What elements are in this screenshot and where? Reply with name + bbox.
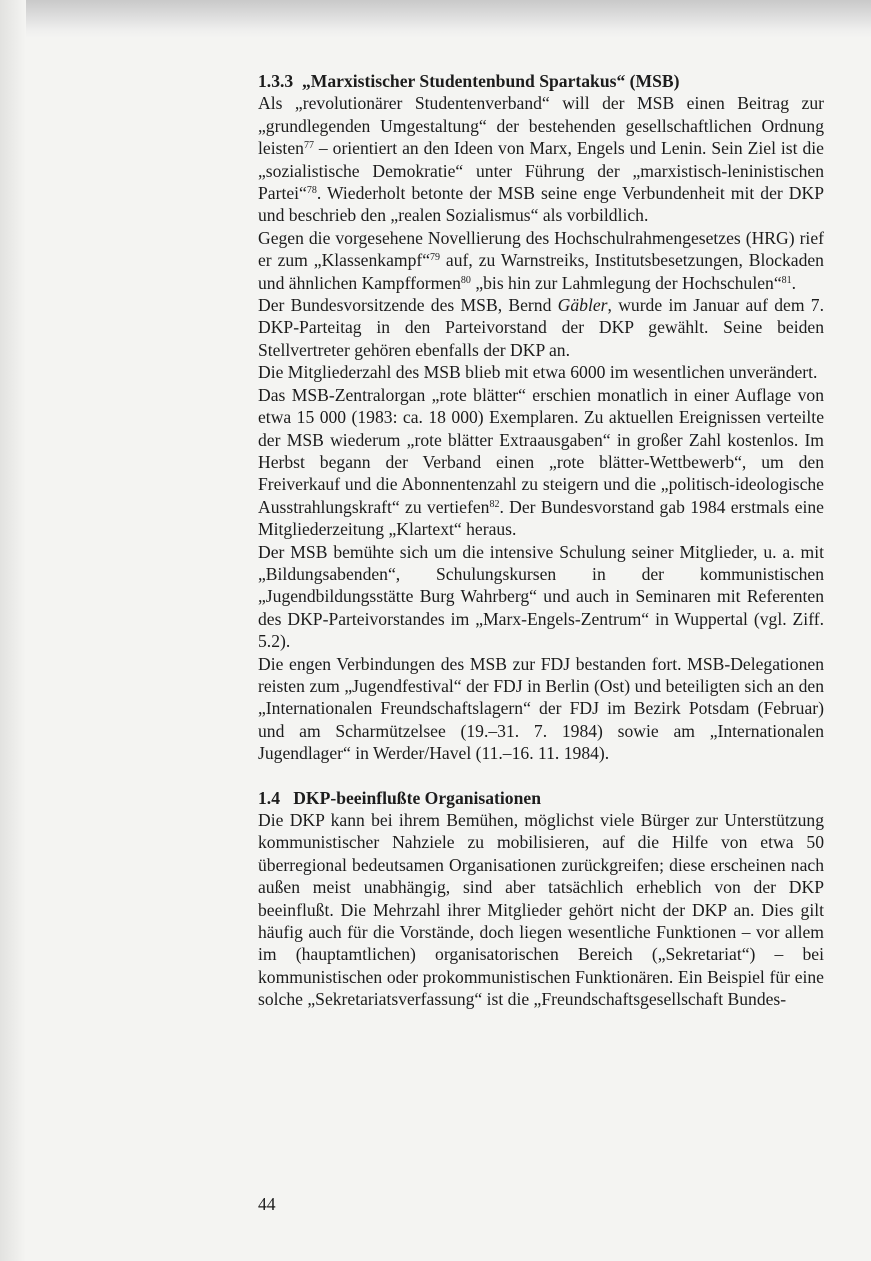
section-title: DKP-beeinflußte Organisationen <box>293 787 541 808</box>
footnote-ref: 77 <box>303 140 314 152</box>
paragraph: Die DKP kann bei ihrem Bemühen, möglichst viele Bürger zur Unterstützung kommunistischer Nahziele zu mobilisieren, auf die Hilfe von etwa 50 überregional bedeutsamen Organisationen zurückgreifen; diese erscheinen nach außen meist unabhängig, sind aber tatsächlich erheblich von der DKP beeinflußt. Die Mehrzahl ihrer Mitglieder gehört nicht der DKP an. Dies gilt häufig auch für die Vorstände, doch liegen wesentliche Funktionen – vor allem im (hauptamtlichen) organisatorischen Bereich („Sekretariat“) – bei kommunistischen oder prokommunistischen Funktionären. Ein Beispiel für eine solche „Sekretariatsverfassung“ ist die „Freundschaftsgesellschaft Bundes- <box>258 810 824 1010</box>
person-name: Gäbler <box>557 295 608 316</box>
paragraph: Die engen Verbindungen des MSB zur FDJ bestanden fort. MSB-Delegationen reisten zum „Jugendfestival“ der FDJ in Berlin (Ost) und beteiligten sich an den „Internationalen Freundschaftslagern“ der FDJ im Bezirk Potsdam (Februar) und am Scharmützelsee (19.–31. 7. 1984) sowie am „Internationalen Jugendlager“ in Werder/Havel (11.–16. 11. 1984). <box>258 653 824 764</box>
document-page <box>258 70 824 1011</box>
page-number: 44 <box>258 1194 276 1214</box>
footnote-ref: 80 <box>460 274 471 286</box>
footnote-ref: 79 <box>430 252 441 264</box>
section-heading-dkp <box>258 787 824 809</box>
paragraph: Gegen die vorgesehene Novellierung des Hochschulrahmengesetzes (HRG) rief er zum „Klassenkampf“$^{79}$ auf, zu Warnstreiks, Institutsbesetzungen, Blockaden und ähnlichen Kampfformen$^{80}$ „bis hin zur Lahmlegung der Hochschulen“$^{81}$. <box>258 227 824 293</box>
section-heading-msb <box>258 70 824 92</box>
scan-top-shadow <box>0 0 871 38</box>
paragraph: Das MSB-Zentralorgan „rote blätter“ erschien monatlich in einer Auflage von etwa 15 000 (1983: ca. 18 000) Exemplaren. Zu aktuellen Ereignissen verteilte der MSB wiederum „rote blätter Extraausgaben“ in großer Zahl kostenlos. Im Herbst begann der Verband einen „rote blätter-Wettbewerb“, um den Freiverkauf und die Abonnentenzahl zu steigern und die „politisch-ideologische Ausstrahlungskraft“ zu vertiefen$^{82}$. Der Bundesvorstand gab 1984 erstmals eine Mitgliederzeitung „Klartext“ heraus. <box>258 384 824 540</box>
section-number: 1.3.3 <box>258 71 294 91</box>
section-title: „Marxistischer Studentenbund Spartakus“ (MSB) <box>301 71 680 91</box>
paragraph: Als „revolutionärer Studentenverband“ will der MSB einen Beitrag zur „grundlegenden Umgestaltung“ der bestehenden gesellschaftlichen Ordnung leisten$^{77}$ – orientiert an den Ideen von Marx, Engels und Lenin. Sein Ziel ist die „sozialistische Demokratie“ unter Führung der „marxistisch-leninistischen Partei“$^{78}$. Wiederholt betonte der MSB seine enge Verbundenheit mit der DKP und beschrieb den „realen Sozialismus“ als vorbildlich. <box>258 93 824 226</box>
footnote-ref: 82 <box>489 498 500 510</box>
footnote-ref: 81 <box>781 274 792 286</box>
paragraph: Der MSB bemühte sich um die intensive Schulung seiner Mitglieder, u. a. mit „Bildungsabenden“, Schulungskursen in der kommunistischen „Jugendbildungsstätte Burg Wahrberg“ und auch in Seminaren mit Referenten des DKP-Parteivorstandes im „Marx-Engels-Zentrum“ in Wuppertal (vgl. Ziff. 5.2). <box>258 541 824 652</box>
section-number: 1.4 <box>258 787 280 808</box>
paragraph: Der Bundesvorsitzende des MSB, Bernd Gäbler, wurde im Januar auf dem 7. DKP-Parteitag in den Parteivorstand der DKP gewählt. Seine beiden Stellvertreter gehören ebenfalls der DKP an. <box>258 295 824 360</box>
footnote-ref: 78 <box>306 185 317 197</box>
paragraph: Die Mitgliederzahl des MSB blieb mit etwa 6000 im wesentlichen unverändert. <box>258 362 818 383</box>
scan-left-edge <box>0 0 26 1261</box>
